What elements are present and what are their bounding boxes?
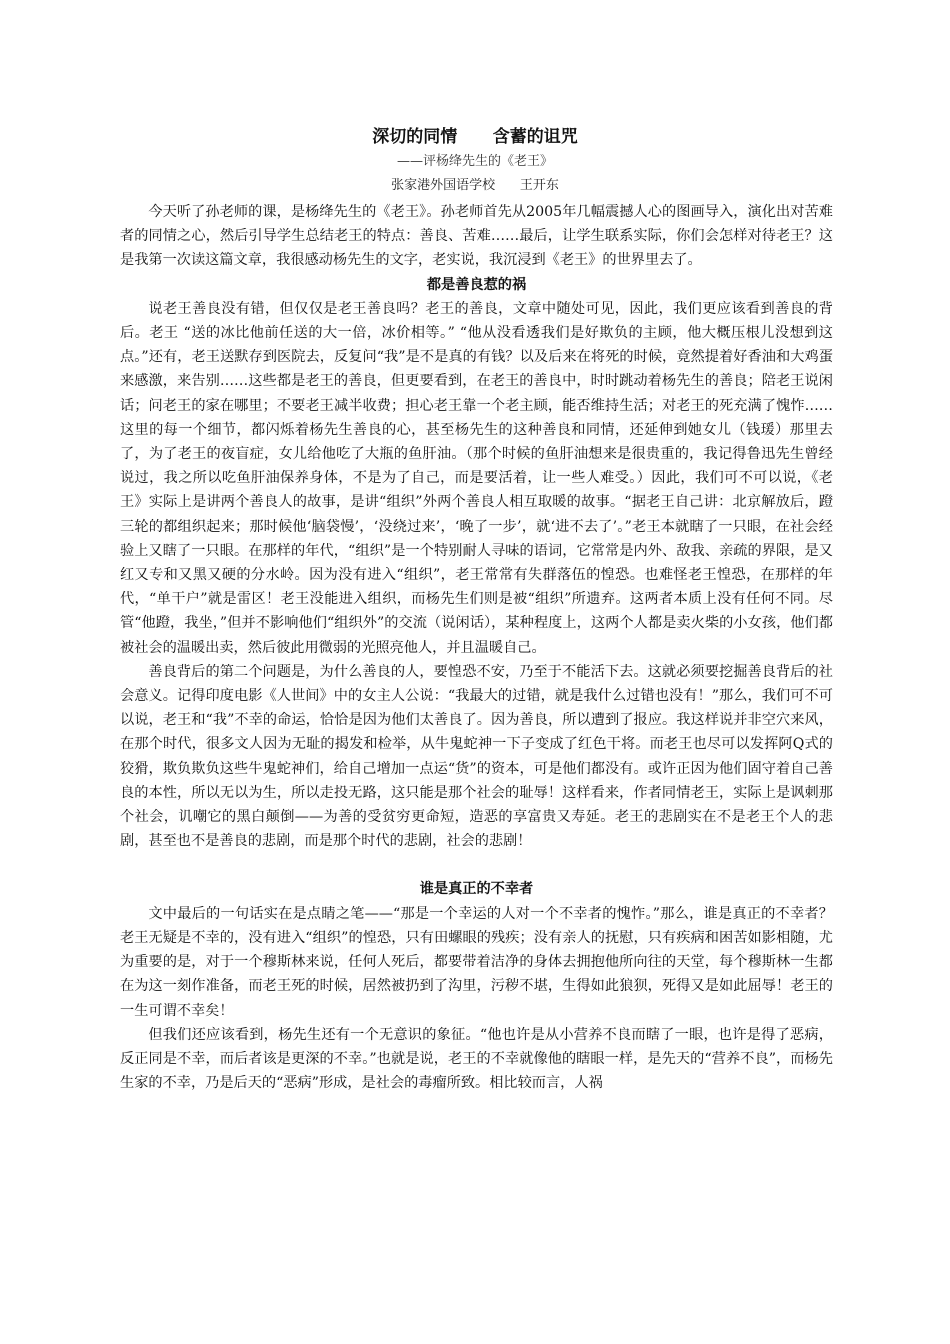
section-heading: 谁是真正的不幸者	[419, 881, 534, 898]
body-paragraph: 说老王善良没有错，但仅仅是老王善良吗？老王的善良，文章中随处可见，因此，我们更应该看到善良的背后。老王 “送的冰比他前任送的大一倍，冰价相等。” “他从没看透我们是好欺负的主顾，他大概压根儿没想到这点。”还有，老王送默存到医院去，反复问“我”是不是真的有钱？以及后来在将死的时候，竟然提着好香油和大鸡蛋来感激，来告别……这些都是老王的善良，但更要看到，在老王的善良中，时时跳动着杨先生的善良；陪老王说闲话；问老王的家在哪里；不要老王减半收费；担心老王靠一个老主顾，能否维持生活；对老王的死充满了愧怍……这里的每一个细节，都闪烁着杨先生善良的心，甚至杨先生的这种善良和同情，还延伸到她女儿（钱瑗）那里去了，为了老王的夜盲症，女儿给他吃了大瓶的鱼肝油。（那个时候的鱼肝油想来是很贵重的，我记得鲁迅先生曾经说过，我之所以吃鱼肝油保养身体，不是为了自己，而是要活着，让一些人难受。）因此，我们可不可以说，《老王》实际上是讲两个善良人的故事，是讲“组织”外两个善良人相互取暖的故事。“据老王自己讲：北京解放后，蹬三轮的都组织起来；那时候他‘脑袋慢’，‘没绕过来’，‘晚了一步’，就‘进不去了’。”老王本就瞎了一只眼，在社会经验上又瞎了一只眼。在那样的年代，“组织”是一个特别耐人寻味的语词，它常常是内外、敌我、亲疏的界限，是又红又专和又黑又硬的分水岭。因为没有进入“组织”，老王常常有失群落伍的惶恐。也难怪老王惶恐，在那样的年代，“单干户”就是雷区！老王没能进入组织，而杨先生们则是被“组织”所遗弃。这两者本质上没有任何不同。尽管“他蹬，我坐，”但并不影响他们“组织外”的交流（说闲话），某种程度上，这两个人都是卖火柴的小女孩，他们都被社会的温暖出卖，然后彼此用微弱的光照亮他人，并且温暖自己。	[120, 300, 833, 656]
body-paragraph: 善良背后的第二个问题是，为什么善良的人，要惶恐不安，乃至于不能活下去。这就必须要挖掘善良背后的社会意义。记得印度电影《人世间》中的女主人公说：“我最大的过错，就是我什么过错也没有！”那么，我们可不可以说，老王和“我”不幸的命运，恰恰是因为他们太善良了。因为善良，所以遭到了报应。我这样说并非空穴来风，在那个时代，很多文人因为无耻的揭发和检举，从牛鬼蛇神一下子变成了红色干将。而老王也尽可以发挥阿Q式的狡猾，欺负欺负这些牛鬼蛇神们，给自己增加一点运“货”的资本，可是他们都没有。或许正因为他们固守着自己善良的本性，所以无以为生，所以走投无路，这只能是那个社会的耻辱！这样看来，作者同情老王，实际上是讽刺那个社会，讥嘲它的黑白颠倒——为善的受贫穷更命短，造恶的享富贵又寿延。老王的悲剧实在不是老王个人的悲剧，甚至也不是善良的悲剧，而是那个时代的悲剧，社会的悲剧！	[120, 663, 833, 850]
paragraph-spacer	[120, 853, 833, 877]
section-heading: 都是善良惹的祸	[426, 276, 527, 293]
intro-paragraph: 今天听了孙老师的课，是杨绛先生的《老王》。孙老师首先从2005年几幅震撼人心的图画导入，演化出对苦难者的同情之心，然后引导学生总结老王的特点：善良、苦难……最后，让学生联系实际，你们会怎样对待老王？这是我第一次读这篇文章，我很感动杨先生的文字，老实说，我沉浸到《老王》的世界里去了。	[120, 204, 833, 269]
article-title: 深切的同情 含蓄的诅咒	[372, 127, 578, 147]
article-author: 张家港外国语学校 王开东	[391, 178, 559, 193]
body-paragraph: 但我们还应该看到，杨先生还有一个无意识的象征。“他也许是从小营养不良而瞎了一眼，也许是得了恶病，反正同是不幸，而后者该是更深的不幸。”也就是说，老王的不幸就像他的瞎眼一样，是先天的“营养不良”，而杨先生家的不幸，乃是后天的“恶病”形成，是社会的毒瘤所致。相比较而言，人祸	[120, 1026, 833, 1092]
article-subtitle: ——评杨绛先生的《老王》	[396, 154, 553, 169]
body-paragraph: 文中最后的一句话实在是点睛之笔——“那是一个幸运的人对一个不幸者的愧怍。”那么，谁是真正的不幸者？老王无疑是不幸的，没有进入“组织”的惶恐，只有田螺眼的残疾；没有亲人的抚慰，只有疾病和困苦如影相随，尤为重要的是，对于一个穆斯林来说，任何人死后，都要带着洁净的身体去拥抱他所向往的天堂，每个穆斯林一生都在为这一刻作准备，而老王死的时候，居然被扔到了沟里，污秽不堪，生得如此狼狈，死得又是如此屈辱！老王的一生可谓不幸矣！	[120, 905, 833, 1019]
article-body	[120, 200, 833, 1095]
